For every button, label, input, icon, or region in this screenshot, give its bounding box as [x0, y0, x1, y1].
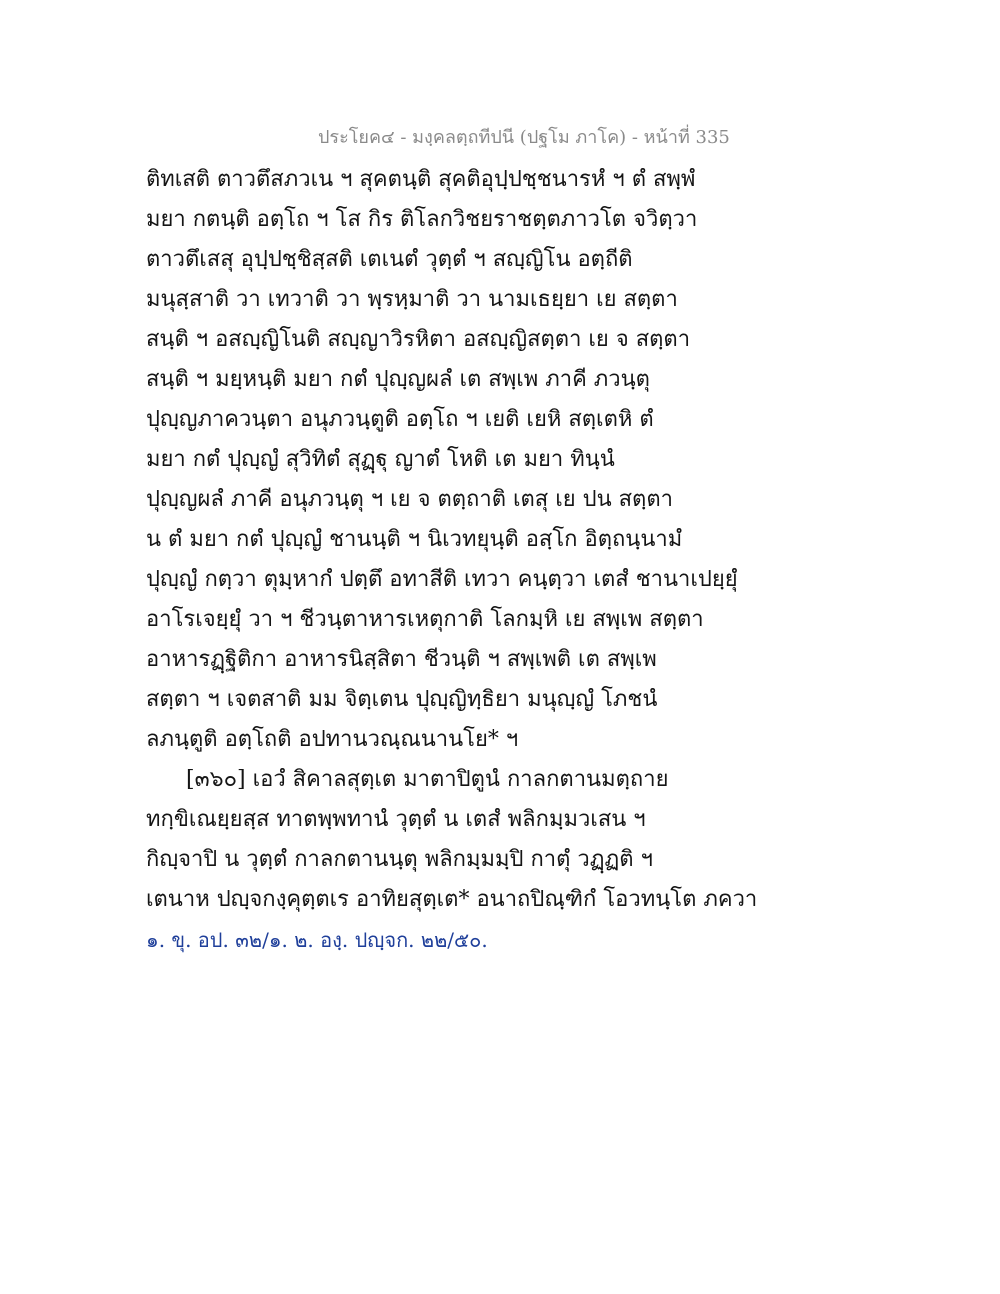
text-line: ตาวตึเสสุ อุปฺปชฺชิสฺสติ เตเนตํ วุตฺตํ ฯ สญฺญิโน อตฺถีติ [146, 247, 633, 272]
text-line: ทกฺขิเณยฺยสฺส ทาตพฺพทานํ วุตฺตํ น เตสํ พลิกมฺมวเสน ฯ [146, 807, 646, 832]
text-line: ปุญฺญํ กตฺวา ตุมฺหากํ ปตฺตึ อทาสีติ เทวา คนฺตฺวา เตสํ ชานาเปยฺยุํ [146, 567, 738, 592]
text-line: อาโรเจยฺยุํ วา ฯ ชีวนฺตาหารเหตุกาติ โลกมฺหิ เย สพฺเพ สตฺตา [146, 607, 704, 632]
text-line: สตฺตา ฯ เจตสาติ มม จิตฺเตน ปุญฺญิทฺธิยา มนุญฺญํ โภชนํ [146, 687, 658, 712]
paragraph-start-line: [๓๖๐] เอวํ สิคาลสุตฺเต มาตาปิตูนํ กาลกตานมตฺถาย [186, 767, 669, 792]
text-line: ปุญฺญผลํ ภาคี อนุภวนฺตุ ฯ เย จ ตตฺถาติ เตสุ เย ปน สตฺตา [146, 487, 673, 512]
text-line: มนุสฺสาติ วา เทวาติ วา พฺรหฺมาติ วา นามเธยฺยา เย สตฺตา [146, 287, 678, 312]
text-line: เตนาห ปญฺจกงฺคุตฺตเร อาทิยสุตฺเต* อนาถปิณฺฑิกํ โอวทนฺโต ภควา [146, 887, 758, 912]
text-line: สนฺติ ฯ มยฺหนฺติ มยา กตํ ปุญฺญผลํ เต สพฺเพ ภาคี ภวนฺตุ [146, 367, 650, 392]
text-line: ปุญฺญภาควนฺตา อนุภวนฺตูติ อตฺโถ ฯ เยติ เยหิ สตฺเตหิ ตํ [146, 407, 654, 432]
text-line: กิญฺจาปิ น วุตฺตํ กาลกตานนฺตุ พลิกมฺมมฺปิ กาตุํ วฏฺฏติ ฯ [146, 847, 653, 872]
text-line: มยา กตนฺติ อตฺโถ ฯ โส กิร ติโลกวิชยราชตฺตภาวโต จวิตฺวา [146, 207, 698, 232]
text-line: สนฺติ ฯ อสญฺญิโนติ สญฺญาวิรหิตา อสญฺญิสตฺตา เย จ สตฺตา [146, 327, 691, 352]
text-line: น ตํ มยา กตํ ปุญฺญํ ชานนฺติ ฯ นิเวทยุนฺติ อสฺโก อิตฺถนฺนามํ [146, 527, 683, 552]
text-line: ลภนฺตูติ อตฺโถติ อปทานวณฺณนานโย* ฯ [146, 727, 519, 752]
text-line: มยา กตํ ปุญฺญํ สุวิทิตํ สุฏฺฐุ ญาตํ โหติ เต มยา ทินฺนํ [146, 447, 615, 472]
running-header: ประโยค๔ - มงฺคลตฺถทีปนี (ปฐโม ภาโค) - หน้าที่ 335 [318, 127, 730, 148]
text-line: อาหารฏฺฐิติกา อาหารนิสฺสิตา ชีวนฺติ ฯ สพฺเพติ เต สพฺเพ [146, 647, 657, 672]
body-text [146, 160, 758, 960]
text-line: ติทเสติ ตาวตึสภวเน ฯ สุคตนฺติ สุคติอุปฺปชฺชนารหํ ฯ ตํ สพฺพํ [146, 167, 696, 192]
footnote: ๑. ขุ. อป. ๓๒/๑. ๒. องฺ. ปญฺจก. ๒๒/๕๐. [146, 928, 488, 952]
